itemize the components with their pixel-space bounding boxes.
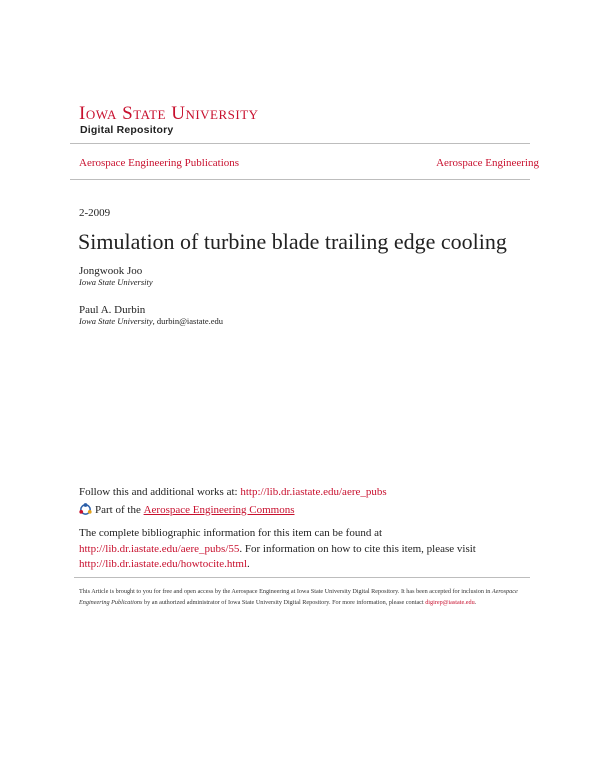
commons-network-icon [79,503,92,516]
footnote [79,586,529,608]
footnote-text-2: by an authorized administrator of Iowa State University Digital Repository. For more information, please contact [142,599,426,606]
author-affiliation: Iowa State University [79,316,153,326]
footnote-divider [74,577,530,578]
series-link-publications[interactable]: Aerospace Engineering Publications [79,157,240,169]
digital-repository-text: Digital Repository [80,124,174,136]
part-of-prefix: Part of the [95,503,141,516]
citation-text-1: The complete bibliographic information for this item can be found at [79,527,383,539]
author-affiliation-email [79,316,223,326]
author-name: Jongwook Joo [79,265,143,277]
footnote-text-1: This Article is brought to you for free and open access by the Aerospace Engineering at Iowa State University Digital Repository. It has been accepted for inclusion in [79,588,492,595]
author-block [79,265,153,287]
author-name: Paul A. Durbin [79,304,146,316]
commons-link[interactable]: Aerospace Engineering Commons [143,503,295,516]
citation-info [79,526,529,573]
article-title: Simulation of turbine blade trailing edge cooling [78,229,507,254]
item-url-link[interactable]: http://lib.dr.iastate.edu/aere_pubs/55 [79,542,240,555]
publication-date: 2-2009 [79,207,111,219]
follow-line [79,486,387,498]
contact-email-link[interactable]: digirep@iastate.edu [425,599,475,606]
top-divider [70,143,530,144]
series-divider [70,179,530,180]
howtocite-link[interactable]: http://lib.dr.iastate.edu/howtocite.html [79,558,248,570]
follow-prefix: Follow this and additional works at: [79,486,241,498]
series-link-department[interactable]: Aerospace Engineering [436,157,539,169]
author-block [79,304,223,326]
citation-text-2: . For information on how to cite this item, please visit [239,542,476,555]
author-email[interactable]: , durbin@iastate.edu [152,316,224,326]
footnote-series: Aerospace Engineering Publications [79,588,518,606]
university-logo-text: Iowa State University [79,103,259,124]
citation-text-3: . [247,558,250,570]
author-affiliation: Iowa State University [79,277,153,287]
footnote-text-3: . [474,599,477,606]
repository-url-link[interactable]: http://lib.dr.iastate.edu/aere_pubs [240,486,387,498]
part-of-line [79,503,294,516]
